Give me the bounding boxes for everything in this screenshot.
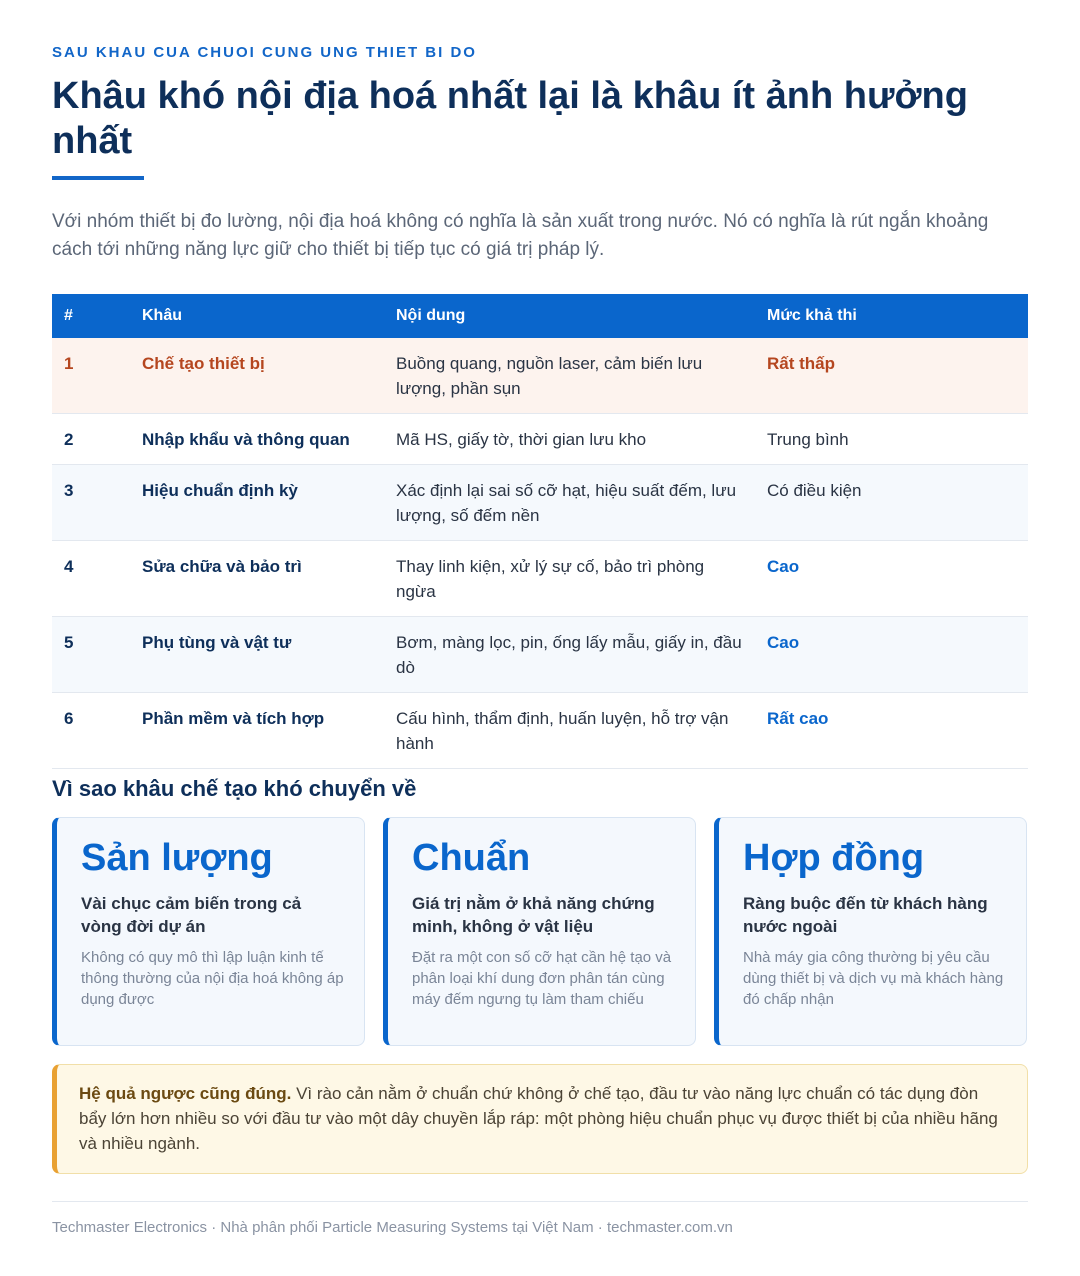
header-number: #: [52, 294, 142, 338]
row-stage: Nhập khẩu và thông quan: [142, 414, 396, 465]
row-content: Cấu hình, thẩm định, huấn luyện, hỗ trợ vận hành: [396, 693, 767, 769]
table-row: [52, 338, 1028, 414]
card-subtitle: Giá trị nằm ở khả năng chứng minh, không ở vật liệu: [412, 894, 655, 936]
reason-cards: [52, 817, 1028, 1046]
row-feasibility: Trung bình: [767, 430, 849, 449]
card-description: Không có quy mô thì lập luận kinh tế thông thường của nội địa hoá không áp dụng được: [81, 949, 344, 1008]
table-row: [52, 541, 1028, 617]
callout-note: [52, 1064, 1028, 1174]
card-heading: Hợp đồng: [743, 837, 925, 879]
card-subtitle: Ràng buộc đến từ khách hàng nước ngoài: [743, 894, 988, 936]
row-number: 2: [52, 414, 142, 465]
row-number: 4: [52, 541, 142, 617]
table-row: [52, 465, 1028, 541]
row-stage: Sửa chữa và bảo trì: [142, 541, 396, 617]
row-stage: Phần mềm và tích hợp: [142, 693, 396, 769]
row-feasibility: Rất thấp: [767, 354, 835, 373]
row-feasibility: Có điều kiện: [767, 481, 862, 500]
lead-paragraph: Với nhóm thiết bị đo lường, nội địa hoá không có nghĩa là sản xuất trong nước. Nó có nghĩa là rút ngắn khoảng cách tới những năng lực giữ cho thiết bị tiếp tục có giá trị pháp lý.: [52, 211, 989, 260]
eyebrow: SAU KHAU CUA CHUOI CUNG UNG THIET BI DO: [52, 44, 477, 61]
row-stage: Hiệu chuẩn định kỳ: [142, 465, 396, 541]
table-row: [52, 414, 1028, 465]
row-feasibility: Cao: [767, 557, 800, 576]
table-header-row: [52, 294, 1028, 338]
card-contract: [714, 817, 1027, 1046]
section-title: Vì sao khâu chế tạo khó chuyển về: [52, 776, 417, 801]
row-number: 5: [52, 617, 142, 693]
page-title: Khâu khó nội địa hoá nhất lại là khâu ít ảnh hưởng nhất: [52, 75, 968, 162]
table-row: [52, 617, 1028, 693]
card-description: Đặt ra một con số cỡ hạt cần hệ tạo và phân loại khí dung đơn phân tán cùng máy đếm ngưng tụ làm tham chiếu: [412, 949, 672, 1008]
row-content: Xác định lại sai số cỡ hạt, hiệu suất đếm, lưu lượng, số đếm nền: [396, 465, 767, 541]
row-number: 1: [52, 338, 142, 414]
footer-divider: [52, 1201, 1028, 1202]
row-content: Bơm, màng lọc, pin, ống lấy mẫu, giấy in, đầu dò: [396, 617, 767, 693]
row-content: Mã HS, giấy tờ, thời gian lưu kho: [396, 414, 767, 465]
card-standard: [383, 817, 696, 1046]
row-feasibility: Rất cao: [767, 709, 829, 728]
title-underline: [52, 176, 144, 180]
row-content: Buồng quang, nguồn laser, cảm biến lưu lượng, phần sụn: [396, 338, 767, 414]
row-stage: Chế tạo thiết bị: [142, 338, 396, 414]
table-row: [52, 693, 1028, 769]
header-stage: Khâu: [142, 294, 396, 338]
card-description: Nhà máy gia công thường bị yêu cầu dùng thiết bị và dịch vụ mà khách hàng đó chấp nhận: [743, 949, 1004, 1008]
row-feasibility: Cao: [767, 633, 800, 652]
row-number: 6: [52, 693, 142, 769]
row-number: 3: [52, 465, 142, 541]
callout-bold: Hệ quả ngược cũng đúng.: [79, 1084, 292, 1103]
card-heading: Chuẩn: [412, 837, 531, 879]
footer: Techmaster Electronics · Nhà phân phối Particle Measuring Systems tại Việt Nam · techmaster.com.vn: [52, 1219, 733, 1236]
card-subtitle: Vài chục cảm biến trong cả vòng đời dự án: [81, 894, 302, 936]
row-stage: Phụ tùng và vật tư: [142, 617, 396, 693]
header-content: Nội dung: [396, 294, 767, 338]
header-feasibility: Mức khả thi: [767, 294, 1028, 338]
card-heading: Sản lượng: [81, 837, 273, 879]
callout-text: Vì rào cản nằm ở chuẩn chứ không ở chế tạo, đầu tư vào năng lực chuẩn có tác dụng đòn bẩy lớn hơn nhiều so với đầu tư vào một dây chuyền lắp ráp: một phòng hiệu chuẩn phục vụ được thiết bị của nhiều hãng và nhiều ngành.: [79, 1084, 998, 1153]
card-volume: [52, 817, 365, 1046]
stages-table: [52, 294, 1028, 769]
row-content: Thay linh kiện, xử lý sự cố, bảo trì phòng ngừa: [396, 541, 767, 617]
